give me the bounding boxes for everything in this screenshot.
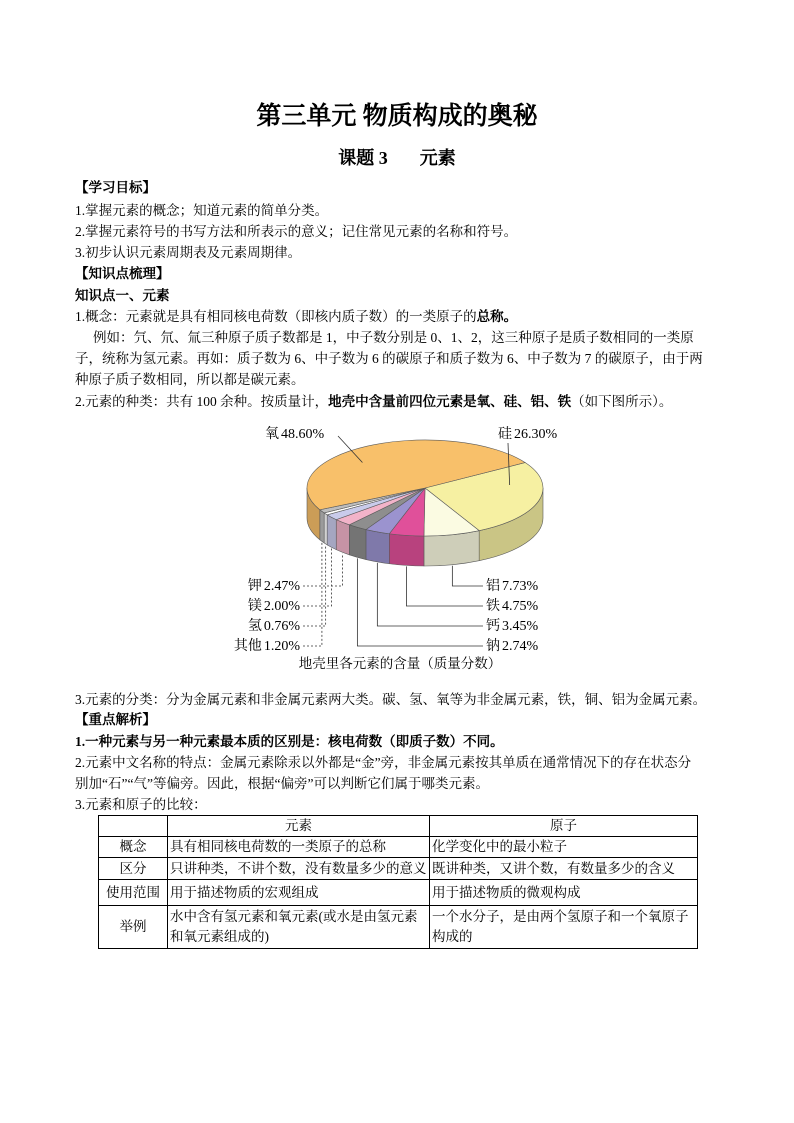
chart-caption: 地壳里各元素的含量（质量分数） [298,656,502,672]
element-cell [168,880,430,906]
row-label: 举例 [99,906,168,949]
types-emphasis: 地壳中含量前四位元素是氧、硅、铝、铁 [328,394,572,409]
pie-leader-aluminium [452,566,483,586]
pie-label-hydrogen-name: 氢 [247,619,262,634]
atom-cell [430,837,698,858]
pie-wall-calcium [366,530,389,564]
pie-tops [307,440,543,536]
table-header-row [99,816,698,837]
concept-emphasis: 总称。 [476,309,518,324]
pie-wall-magnesium [327,515,336,550]
pie-label-oxygen-value: 48.60% [281,427,325,442]
lesson-label: 课题 3 [338,148,388,168]
pie-label-other-value: 1.20% [263,639,300,654]
pie-label-oxygen-name: 氧 [265,427,279,442]
table-row [99,880,698,906]
element-types-paragraph [75,392,672,412]
pie-label-aluminium-value: 7.73% [502,579,539,594]
key-point-2-line: 别加“石”“气”等偏旁。因此，根据“偏旁”可以判断它们属于哪类元素。 [75,776,489,791]
unit-title: 第三单元 物质构成的奥秘 [256,103,538,130]
atom-cell [430,906,698,949]
objective-item: 3.初步认识元素周期表及元素周期律。 [75,245,302,260]
pie-label-iron-value: 4.75% [502,599,539,614]
pie-leader-calcium [377,563,483,626]
pie-label-potassium-value: 2.47% [263,579,300,594]
pie-wall-other [320,510,324,543]
pie-wall-hydrogen [324,513,327,545]
pie-leader-potassium [303,553,343,586]
pie-label-calcium-value: 3.45% [502,619,539,634]
lesson-title: 元素 [419,148,456,168]
knowledge-point-title: 知识点一、元素 [75,288,170,303]
pie-label-other-name: 其他 [233,639,262,654]
pie-label-hydrogen-value: 0.76% [263,619,300,634]
lesson-heading [0,146,794,170]
pie-label-calcium [486,618,539,634]
pie-label-oxygen [265,426,325,442]
knowledge-heading: 【知识点梳理】 [75,266,170,281]
pie-label-aluminium-name: 铝 [486,579,500,594]
key-points-heading: 【重点解析】 [75,712,156,727]
objective-item: 1.掌握元素的概念；知道元素的简单分类。 [75,203,329,218]
pie-leader-other [303,542,322,646]
cell-text: 用于描述物质的宏观组成 [170,884,319,900]
element-cell [168,837,430,858]
atom-cell [430,858,698,880]
objectives-heading: 【学习目标】 [75,180,156,195]
pie-label-sodium-name: 钠 [486,639,500,654]
element-cell [168,858,430,880]
cell-text: 只讲种类，不讲个数，没有数量多少的意义 [170,860,427,876]
pie-leader-magnesium [303,548,332,606]
pie-label-sodium [486,637,539,654]
cell-text: 用于描述物质的微观构成 [432,884,581,900]
table-row [99,906,698,949]
example-line: 种原子质子数相同，所以都是碳元素。 [75,372,305,387]
pie-label-silicon-value: 26.30% [514,427,558,442]
pie-wall-iron [389,534,424,566]
pie-label-silicon-name: 硅 [498,427,512,442]
element-cell [168,906,430,949]
column-header-atom: 原子 [430,816,698,837]
classification-paragraph: 3.元素的分类：分为金属元素和非金属元素两大类。碳、氢、氧等为非金属元素，铁，铜、铝为金属元素。 [75,692,707,707]
table-row [99,837,698,858]
row-label: 使用范围 [99,880,168,906]
pie-label-silicon [498,426,558,442]
pie-leader-hydrogen [303,545,326,626]
cell-text: 水中含有氢元素和氧元素(或水是由氢元素 [170,909,418,924]
cell-text: 一个水分子，是由两个氢原子和一个氧原子 [432,909,689,924]
example-line: 子，统称为氢元素。再如：质子数为 6、中子数为 6 的碳原子和质子数为 6、中子数为 7 的碳原子，由于两 [75,351,703,366]
comparison-table [98,815,698,949]
pie-label-potassium [248,578,301,594]
pie-chart [200,415,600,660]
row-label: 概念 [99,837,168,858]
cell-text: 化学变化中的最小粒子 [432,839,567,854]
key-point-1: 1.一种元素与另一种元素最本质的区别是：核电荷数（即质子数）不同。 [75,734,504,749]
pie-leader-sodium [357,558,483,646]
table-corner-cell [99,816,168,837]
example-line: 例如：氕、氘、氚三种原子质子数都是 1，中子数分别是 0、1、2，这三种原子是质子数相同的一类原 [93,330,694,345]
types-text: 2.元素的种类：共有 100 余种。按质量计， [75,394,329,409]
types-tail: （如下图所示）。 [571,394,673,409]
pie-label-iron-name: 铁 [486,599,500,614]
cell-text: 构成的 [432,929,473,944]
pie-label-magnesium-value: 2.00% [263,599,300,614]
cell-text: 既讲种类，又讲个数，有数量多少的含义 [432,860,675,876]
pie-label-other [234,638,301,654]
pie-label-hydrogen [248,618,301,634]
pie-wall-potassium [336,520,349,555]
pie-label-iron [486,597,539,614]
pie-label-aluminium [486,578,539,594]
pie-wall-sodium [349,525,366,560]
pie-label-sodium-value: 2.74% [502,639,539,654]
atom-cell [430,880,698,906]
column-header-element: 元素 [168,816,430,837]
pie-label-calcium-name: 钙 [486,619,500,634]
cell-text: 具有相同核电荷数的一类原子的总称 [170,839,386,854]
key-point-2-line: 2.元素中文名称的特点：金属元素除汞以外都是“金”旁，非金属元素按其单质在通常情况下的存在状态分 [75,755,692,770]
key-point-3: 3.元素和原子的比较： [75,797,207,812]
table-row [99,858,698,880]
objective-item: 2.掌握元素符号的书写方法和所表示的意义；记住常见元素的名称和符号。 [75,224,518,239]
pie-label-magnesium-name: 镁 [247,599,262,614]
pie-label-magnesium [248,598,301,614]
pie-label-potassium-name: 钾 [247,579,262,594]
row-label: 区分 [99,858,168,880]
cell-text: 和氧元素组成的) [170,929,269,944]
concept-text: 1.概念：元素就是具有相同核电荷数（即核内质子数）的一类原子的 [75,309,477,324]
concept-paragraph [75,307,517,327]
